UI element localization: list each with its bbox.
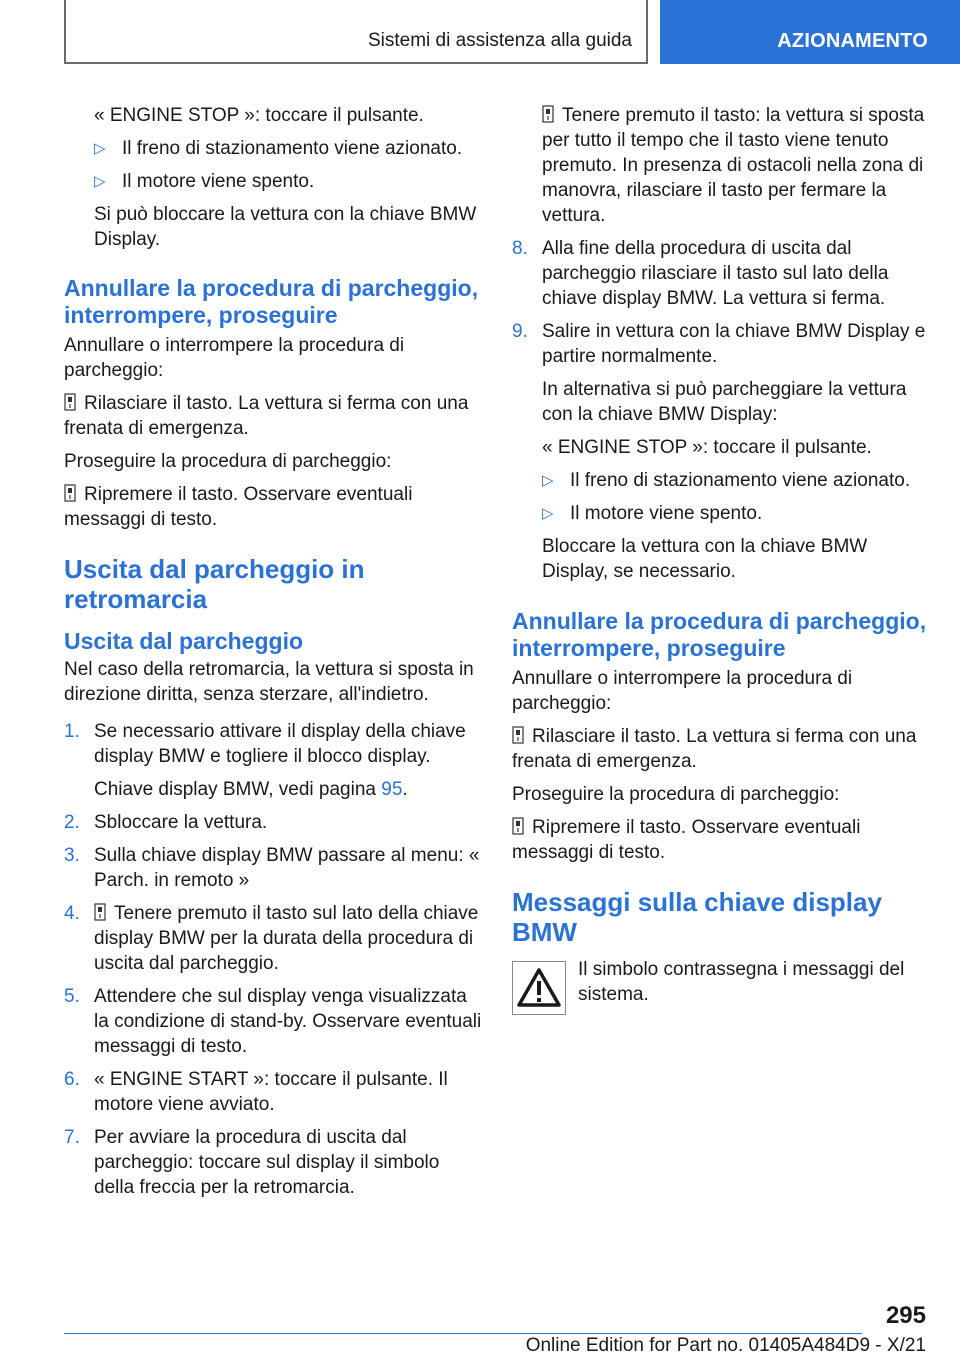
list-item-text: Il motore viene spento. [570,503,763,524]
paragraph-text: Rilasciare il tasto. La vettura si ferma con una frenata di emergenza. [512,726,917,772]
step-text: Sbloccare la vettura. [94,812,268,833]
right-column [512,103,930,1017]
chapter-tab[interactable] [660,0,960,64]
step-text: Alla fine della procedura di uscita dal parcheggio rilasciare il tasto sul lato della chiave display BMW. La vettura si ferma. [542,238,889,309]
bullet-triangle-icon: ▷ [94,140,106,157]
paragraph: Proseguire la procedura di parcheggio: [512,784,840,805]
step-text: Tenere premuto il tasto sul lato della chiave display BMW per la durata della procedura di uscita dal parcheggio. [94,903,479,974]
bolt-key-icon [512,726,524,744]
paragraph: Annullare o interrompere la procedura di parcheggio: [512,668,853,714]
section-title: Sistemi di assistenza alla guida [367,30,632,51]
paragraph: Il simbolo contrassegna i messaggi del sistema. [578,959,905,1005]
step-note-text: Chiave display BMW, vedi pagina [94,779,376,800]
paragraph-with-icon [512,815,930,865]
paragraph-text: Ripremere il tasto. Osservare eventuali messaggi di testo. [64,484,413,530]
warning-note [512,957,930,1017]
numbered-step [64,1067,482,1117]
step-number: 6. [64,1069,80,1090]
paragraph-with-icon [512,724,930,774]
step-note: In alternativa si può parcheggiare la vettura con la chiave BMW Display: [542,379,907,425]
step-note: « ENGINE STOP »: toccare il pulsante. [542,437,872,458]
section-heading: Uscita dal parcheggio [64,628,304,654]
list-item-text: Il freno di stazionamento viene azionato. [122,138,463,159]
paragraph-text: Tenere premuto il tasto: la vettura si sposta per tutto il tempo che il tasto viene tenuto premuto. In presenza di ostacoli nella zona di manovra, rilasciare il tasto per fermare la vettura. [542,105,925,226]
page-link[interactable]: 95 [381,779,403,800]
punctuation: . [402,779,408,800]
numbered-step [64,984,482,1059]
warning-box [512,961,566,1015]
section-heading: Annullare la procedura di parcheggio, interrompere, proseguire [512,608,927,661]
step-number: 1. [64,721,80,742]
list-item-text: Il freno di stazionamento viene azionato. [570,470,911,491]
numbered-step [64,901,482,976]
paragraph: Nel caso della retromarcia, la vettura si sposta in direzione diritta, senza sterzare, all'indietro. [64,659,474,705]
paragraph: Annullare o interrompere la procedura di parcheggio: [64,335,405,381]
warning-triangle-icon [513,962,565,1014]
paragraph: Si può bloccare la vettura con la chiave BMW Display. [94,204,477,250]
numbered-step [64,719,482,769]
numbered-step [64,1125,482,1200]
chapter-heading: Uscita dal parcheggio in retromarcia [64,554,365,614]
numbered-step [512,236,930,311]
paragraph: Proseguire la procedura di parcheggio: [64,451,392,472]
bolt-key-icon [542,105,554,123]
numbered-step [64,810,482,835]
paragraph-with-icon [512,103,930,228]
section-heading: Annullare la procedura di parcheggio, interrompere, proseguire [64,275,479,328]
step-text: Attendere che sul display venga visualizzata la condizione di stand-by. Osservare eventuali messaggi di testo. [94,986,482,1057]
step-number: 7. [64,1127,80,1148]
bolt-key-icon [64,393,76,411]
page-number: 295 [885,1302,926,1329]
step-text: Se necessario attivare il display della chiave display BMW e togliere il blocco display. [94,721,466,767]
left-column [64,103,482,1208]
step-number: 5. [64,986,80,1007]
bolt-key-icon [512,817,524,835]
footer-edition: Online Edition for Part no. 01405A484D9 - X/21 [525,1335,926,1356]
step-number: 4. [64,903,80,924]
step-note: Bloccare la vettura con la chiave BMW Display, se necessario. [542,536,868,582]
step-number: 8. [512,238,528,259]
footer-divider [64,1333,862,1334]
chapter-tab-label: AZIONAMENTO [777,30,928,52]
paragraph: « ENGINE STOP »: toccare il pulsante. [94,105,424,126]
paragraph-with-icon [64,482,482,532]
step-note [64,777,482,802]
step-text: Per avviare la procedura di uscita dal parcheggio: toccare sul display il simbolo della freccia per la retromarcia. [94,1127,440,1198]
bolt-key-icon [94,903,106,921]
bolt-key-icon [64,484,76,502]
chapter-heading: Messaggi sulla chiave display BMW [512,887,882,947]
numbered-step [512,319,930,369]
step-text: Salire in vettura con la chiave BMW Display e partire normalmente. [542,321,926,367]
step-number: 9. [512,321,528,342]
bullet-triangle-icon: ▷ [542,472,554,489]
bullet-triangle-icon: ▷ [542,505,554,522]
bullet-triangle-icon: ▷ [94,173,106,190]
step-text: Sulla chiave display BMW passare al menu: « Parch. in remoto » [94,845,480,891]
paragraph-text: Rilasciare il tasto. La vettura si ferma con una frenata di emergenza. [64,393,469,439]
list-item [64,169,482,194]
step-number: 3. [64,845,80,866]
list-item [512,501,930,526]
step-text: « ENGINE START »: toccare il pulsante. Il motore viene avviato. [94,1069,448,1115]
step-number: 2. [64,812,80,833]
list-item [64,136,482,161]
header-section-box [64,0,648,64]
list-item-text: Il motore viene spento. [122,171,315,192]
paragraph-with-icon [64,391,482,441]
numbered-step [64,843,482,893]
paragraph-text: Ripremere il tasto. Osservare eventuali messaggi di testo. [512,817,861,863]
list-item [512,468,930,493]
